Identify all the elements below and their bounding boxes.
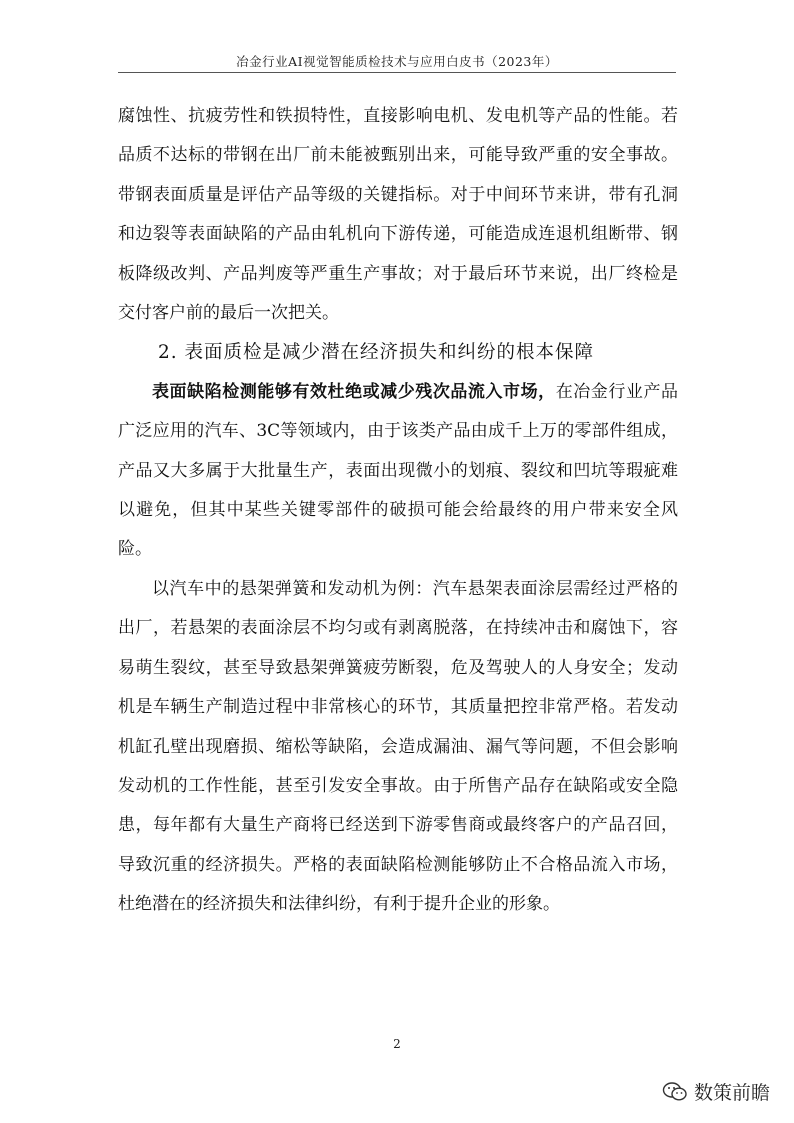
watermark-text: 数策前瞻 <box>693 1082 770 1104</box>
paragraph-2 <box>118 373 678 570</box>
page-number: 2 <box>393 1037 401 1051</box>
paragraph-1: 腐蚀性、抗疲劳性和铁损特性，直接影响电机、发电机等产品的性能。若品质不达标的带钢在出厂前未能被甄别出来，可能导致严重的安全事故。带钢表面质量是评估产品等级的关键指标。对于中间环节来讲，带有孔洞和边裂等表面缺陷的产品由轧机向下游传递，可能造成连退机组断带、钢板降级改判、产品判废等严重生产事故；对于最后环节来说，出厂终检是交付客户前的最后一次把关。 <box>118 106 678 324</box>
page-header: 冶金行业AI视觉智能质检技术与应用白皮书（2023年） <box>236 54 558 69</box>
watermark <box>662 1078 770 1105</box>
header-divider <box>118 72 676 73</box>
paragraph-2-bold-lead: 表面缺陷检测能够有效杜绝或减少残次品流入市场， <box>152 381 556 402</box>
wechat-icon <box>662 1081 688 1103</box>
paragraph-2-text: 在冶金行业产品广泛应用的汽车、3C等领域内，由于该类产品由成千上万的零部件组成，产品又大多属于大批量生产，表面出现微小的划痕、裂纹和凹坑等瑕疵难以避免，但其中某些关键零部件的破损可能会给最终的用户带来安全风险。 <box>118 381 679 560</box>
section-heading: 2. 表面质检是减少潜在经济损失和纠纷的根本保障 <box>158 342 595 364</box>
document-body <box>118 97 678 925</box>
paragraph-3: 以汽车中的悬架弹簧和发动机为例：汽车悬架表面涂层需经过严格的出厂，若悬架的表面涂层不均匀或有剥离脱落，在持续冲击和腐蚀下，容易萌生裂纹，甚至导致悬架弹簧疲劳断裂，危及驾驶人的人身安全；发动机是车辆生产制造过程中非常核心的环节，其质量把控非常严格。若发动机缸孔壁出现磨损、缩松等缺陷，会造成漏油、漏气等问题，不但会影响发动机的工作性能，甚至引发安全事故。由于所售产品存在缺陷或安全隐患，每年都有大量生产商将已经送到下游零售商或最终客户的产品召回，导致沉重的经济损失。严格的表面缺陷检测能够防止不合格品流入市场，杜绝潜在的经济损失和法律纠纷，有利于提升企业的形象。 <box>118 578 678 915</box>
